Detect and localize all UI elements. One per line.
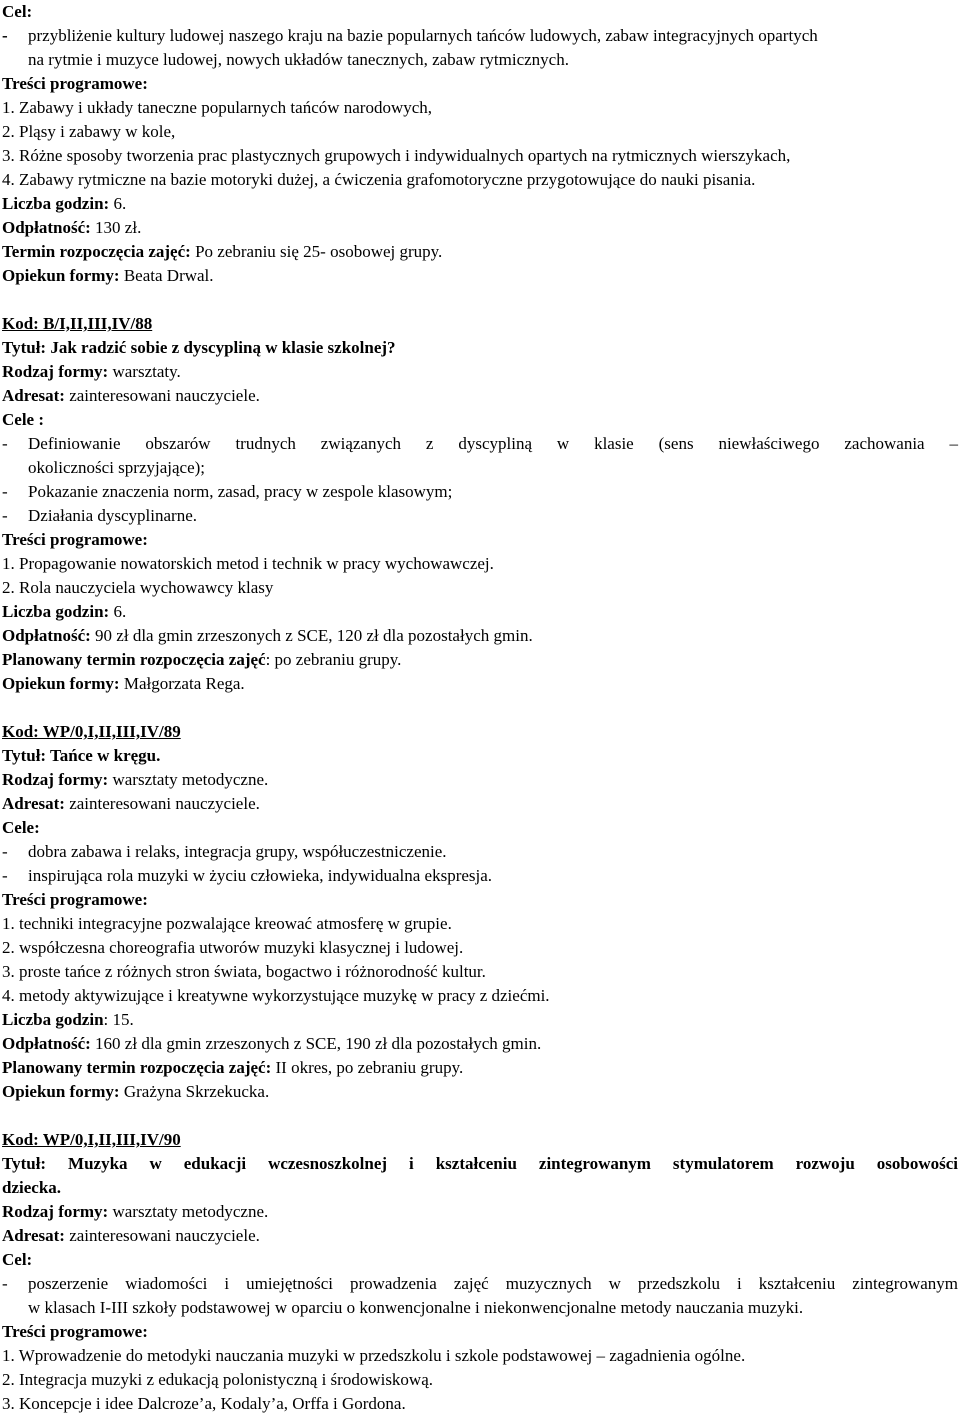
opiekun-label: Opiekun formy: [2, 266, 120, 285]
tresci-item: 1. Wprowadzenie do metodyki nauczania muzyki w przedszkolu i szkole podstawowej – zagadnienia ogólne. [2, 1346, 746, 1365]
dash-bullet: - [2, 866, 8, 885]
opiekun-value: Beata Drwal. [119, 266, 214, 285]
course-title: Tytuł: Jak radzić sobie z dyscypliną w klasie szkolnej? [2, 338, 396, 357]
tresci-label: Treści programowe: [2, 530, 148, 549]
liczba-godzin [2, 1008, 958, 1032]
cele-label: Cele : [2, 410, 45, 429]
opiekun-label: Opiekun formy: [2, 1082, 120, 1101]
dash-bullet: - [2, 482, 8, 501]
odplatnosc-label: Odpłatność: [2, 1034, 91, 1053]
odplatnosc-label: Odpłatność: [2, 218, 91, 237]
rodzaj-label: Rodzaj formy: [2, 362, 109, 381]
rodzaj-formy [2, 1200, 958, 1224]
termin-value: II okres, po zebraniu grupy. [271, 1058, 464, 1077]
odplatnosc-value: 130 zł. [90, 218, 142, 237]
tresci-item: 3. Koncepcje i idee Dalcroze’a, Kodaly’a, Orffa i Gordona. [2, 1394, 406, 1413]
course-code: Kod: WP/0,I,II,III,IV/90 [2, 1130, 181, 1149]
course-code: Kod: B/I,II,III,IV/88 [2, 314, 153, 333]
adresat-label: Adresat: [2, 794, 65, 813]
odplatnosc [2, 1032, 958, 1056]
dash-bullet: - [2, 434, 8, 453]
adresat [2, 384, 958, 408]
liczba-label: Liczba godzin: [2, 602, 110, 621]
rodzaj-value: warsztaty metodyczne. [108, 1202, 269, 1221]
opiekun [2, 264, 958, 288]
tresci-label: Treści programowe: [2, 890, 148, 909]
cele-item-line: inspirująca rola muzyki w życiu człowieka, indywidualna ekspresja. [28, 866, 493, 885]
adresat-label: Adresat: [2, 1226, 65, 1245]
liczba-value: : 15. [103, 1010, 134, 1029]
termin [2, 648, 958, 672]
tresci-item: 2. Pląsy i zabawy w kole, [2, 122, 176, 141]
dash-bullet: - [2, 1274, 8, 1293]
odplatnosc [2, 216, 958, 240]
odplatnosc-value: 90 zł dla gmin zrzeszonych z SCE, 120 zł dla pozostałych gmin. [90, 626, 533, 645]
course-code: Kod: WP/0,I,II,III,IV/89 [2, 722, 181, 741]
liczba-label: Liczba godzin [2, 1010, 104, 1029]
dash-bullet: - [2, 26, 8, 45]
course-title-cont: dziecka. [2, 1178, 62, 1197]
termin-label: Planowany termin rozpoczęcia zajęć [2, 650, 266, 669]
cele-item [2, 864, 958, 888]
tresci-item: 3. proste tańce z różnych stron świata, bogactwo i różnorodność kultur. [2, 962, 486, 981]
cel-item-line: poszerzenie wiadomości i umiejętności prowadzenia zajęć muzycznych w przedszkolu i kształceniu zintegrowanym [28, 1274, 958, 1293]
rodzaj-value: warsztaty metodyczne. [108, 770, 269, 789]
adresat-value: zainteresowani nauczyciele. [64, 794, 260, 813]
odplatnosc [2, 624, 958, 648]
opiekun-value: Grażyna Skrzekucka. [119, 1082, 270, 1101]
tresci-item: 2. Rola nauczyciela wychowawcy klasy [2, 578, 274, 597]
adresat-label: Adresat: [2, 386, 65, 405]
cel-item [2, 24, 958, 72]
tresci-item: 1. Zabawy i układy taneczne popularnych tańców narodowych, [2, 98, 433, 117]
cel-item [2, 1272, 958, 1320]
rodzaj-label: Rodzaj formy: [2, 770, 109, 789]
cele-item [2, 504, 958, 528]
course-title: Tytuł: Muzyka w edukacji wczesnoszkolnej i kształceniu zintegrowanym stymulatorem rozwoju osobowości [2, 1154, 958, 1173]
rodzaj-value: warsztaty. [108, 362, 181, 381]
cele-item-line: Pokazanie znaczenia norm, zasad, pracy w zespole klasowym; [28, 482, 453, 501]
tresci-item: 4. metody aktywizujące i kreatywne wykorzystujące muzykę w pracy z dziećmi. [2, 986, 550, 1005]
liczba-value: 6. [109, 194, 127, 213]
odplatnosc-label: Odpłatność: [2, 626, 91, 645]
termin-value: : po zebraniu grupy. [265, 650, 402, 669]
liczba-godzin [2, 600, 958, 624]
cele-item-line: Definiowanie obszarów trudnych związanych z dyscypliną w klasie (sens niewłaściwego zachowania – [28, 434, 958, 453]
opiekun [2, 672, 958, 696]
cele-item-line: Działania dyscyplinarne. [28, 506, 197, 525]
cele-item [2, 840, 958, 864]
adresat-value: zainteresowani nauczyciele. [64, 386, 260, 405]
opiekun-value: Małgorzata Rega. [119, 674, 245, 693]
tresci-item: 4. Zabawy rytmiczne na bazie motoryki dużej, a ćwiczenia grafomotoryczne przygotowujące do nauki pisania. [2, 170, 756, 189]
odplatnosc-value: 160 zł dla gmin zrzeszonych z SCE, 190 zł dla pozostałych gmin. [90, 1034, 542, 1053]
adresat [2, 792, 958, 816]
dash-bullet: - [2, 842, 8, 861]
tresci-label: Treści programowe: [2, 1322, 148, 1341]
cel-item-line: na rytmie i muzyce ludowej, nowych układów tanecznych, zabaw rytmicznych. [28, 50, 569, 69]
rodzaj-formy [2, 768, 958, 792]
tresci-item: 1. techniki integracyjne pozwalające kreować atmosferę w grupie. [2, 914, 452, 933]
cele-item-line: okoliczności sprzyjające); [28, 458, 206, 477]
termin-value: Po zebraniu się 25- osobowej grupy. [190, 242, 443, 261]
tresci-item: 2. Integracja muzyki z edukacją polonistyczną i środowiskową. [2, 1370, 434, 1389]
cele-item [2, 432, 958, 480]
cel-label: Cel: [2, 1250, 33, 1269]
adresat [2, 1224, 958, 1248]
cele-label: Cele: [2, 818, 40, 837]
tresci-item: 2. współczesna choreografia utworów muzyki klasycznej i ludowej. [2, 938, 464, 957]
adresat-value: zainteresowani nauczyciele. [64, 1226, 260, 1245]
cele-item [2, 480, 958, 504]
termin [2, 1056, 958, 1080]
liczba-label: Liczba godzin: [2, 194, 110, 213]
rodzaj-formy [2, 360, 958, 384]
tresci-item: 1. Propagowanie nowatorskich metod i technik w pracy wychowawczej. [2, 554, 494, 573]
termin-label: Termin rozpoczęcia zajęć: [2, 242, 191, 261]
dash-bullet: - [2, 506, 8, 525]
termin [2, 240, 958, 264]
cele-item-line: dobra zabawa i relaks, integracja grupy, współuczestniczenie. [28, 842, 447, 861]
opiekun-label: Opiekun formy: [2, 674, 120, 693]
course-title: Tytuł: Tańce w kręgu. [2, 746, 161, 765]
termin-label: Planowany termin rozpoczęcia zajęć: [2, 1058, 272, 1077]
tresci-item: 3. Różne sposoby tworzenia prac plastycznych grupowych i indywidualnych opartych na rytmicznych wierszykach, [2, 146, 791, 165]
opiekun [2, 1080, 958, 1104]
tresci-label: Treści programowe: [2, 74, 148, 93]
cel-item-line: w klasach I-III szkoły podstawowej w oparciu o konwencjonalne i niekonwencjonalne metody nauczania muzyki. [28, 1298, 804, 1317]
rodzaj-label: Rodzaj formy: [2, 1202, 109, 1221]
liczba-value: 6. [109, 602, 127, 621]
cel-label: Cel: [2, 2, 33, 21]
liczba-godzin [2, 192, 958, 216]
cel-item-line: przybliżenie kultury ludowej naszego kraju na bazie popularnych tańców ludowych, zabaw integracyjnych opartych [28, 26, 818, 45]
